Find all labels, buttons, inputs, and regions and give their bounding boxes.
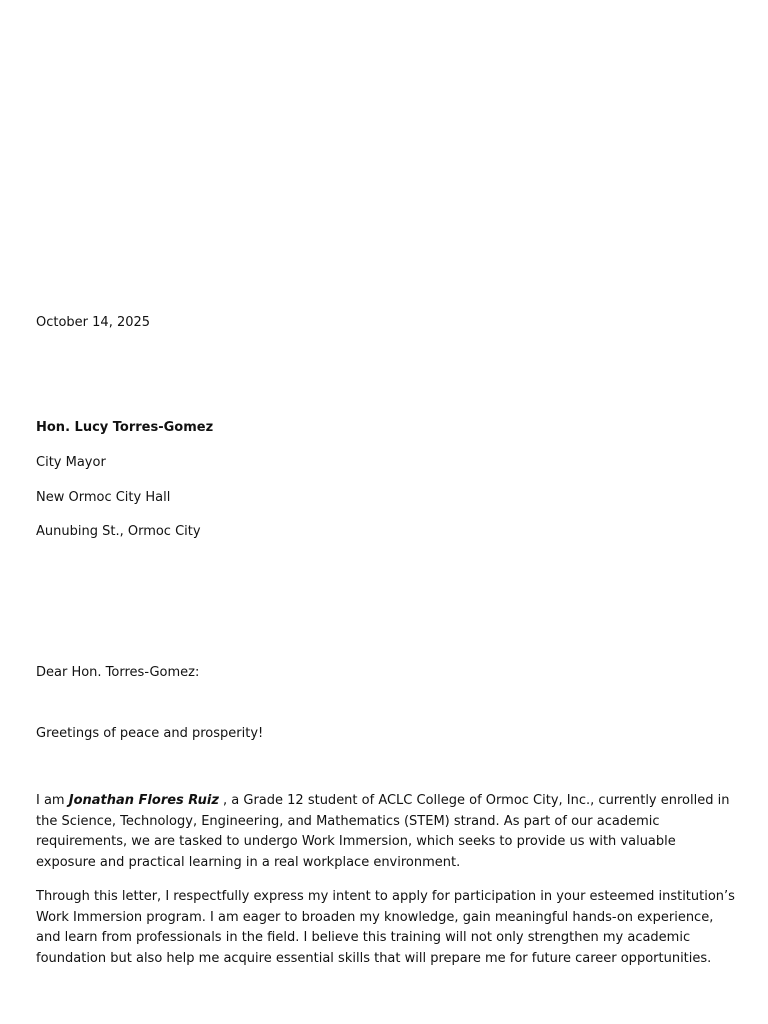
greeting: Greetings of peace and prosperity!: [36, 726, 264, 741]
recipient-office: New Ormoc City Hall: [36, 490, 171, 505]
recipient-address: Aunubing St., Ormoc City: [36, 524, 201, 539]
body-paragraph-1: [36, 791, 736, 873]
salutation: Dear Hon. Torres-Gomez:: [36, 665, 200, 680]
paragraph-1-intro: I am: [36, 793, 69, 808]
paragraph-1-rest: , a Grade 12 student of ACLC College of Ormoc City, Inc., currently enrolled in the Science, Technology, Engineering, and Mathematics (STEM) strand. As part of our academic requirements, we are tasked to undergo Work Immersion, which seeks to provide us with valuable exposure and practical learning in a real workplace environment.: [36, 793, 730, 870]
recipient-name: Hon. Lucy Torres-Gomez: [36, 420, 214, 435]
letter-date: October 14, 2025: [36, 315, 151, 330]
student-name: Jonathan Flores Ruiz: [68, 793, 219, 808]
body-paragraph-2: Through this letter, I respectfully express my intent to apply for participation in your esteemed institution’s Work Immersion program. I am eager to broaden my knowledge, gain meaningful hands-on experience, and learn from professionals in the field. I believe this training will not only strengthen my academic foundation but also help me acquire essential skills that will prepare me for future career opportunities.: [36, 889, 735, 966]
recipient-title: City Mayor: [36, 455, 106, 470]
